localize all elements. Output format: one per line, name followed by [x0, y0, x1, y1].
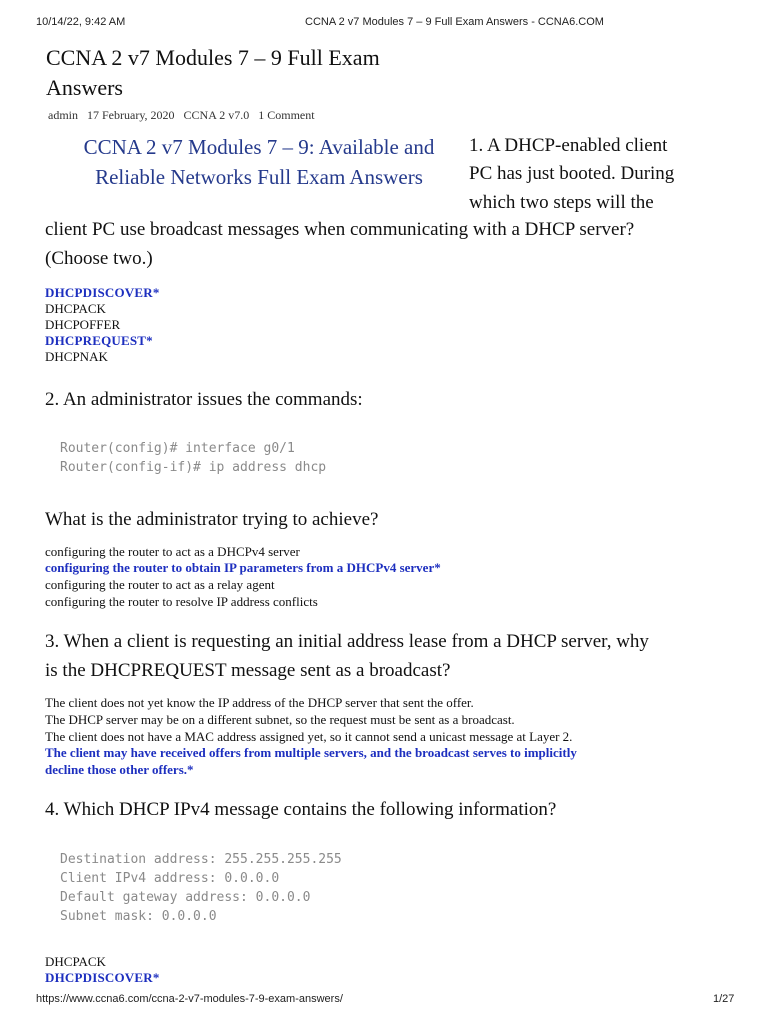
q2-answer: configuring the router to act as a relay agent: [45, 577, 275, 592]
author-link[interactable]: admin: [48, 108, 78, 122]
q3-answer: The client does not have a MAC address assigned yet, so it cannot send a unicast message at Layer 2.: [45, 729, 573, 744]
post-date: 17 February, 2020: [87, 108, 175, 122]
comments-link[interactable]: 1 Comment: [258, 108, 315, 122]
q2-answer: configuring the router to act as a DHCPv4 server: [45, 544, 300, 559]
print-url: https://www.ccna6.com/ccna-2-v7-modules-7-9-exam-answers/: [36, 993, 343, 1005]
q2-answer: configuring the router to resolve IP address conflicts: [45, 594, 318, 609]
q4-text: 4. Which DHCP IPv4 message contains the following information?: [45, 799, 557, 820]
q4-code-line: Subnet mask: 0.0.0.0: [60, 909, 217, 924]
q3-answer: The client does not yet know the IP address of the DHCP server that sent the offer.: [45, 695, 474, 710]
q1-text-line1: 1. A DHCP-enabled client: [469, 135, 668, 156]
q3-text-line1: 3. When a client is requesting an initial address lease from a DHCP server, why: [45, 631, 649, 652]
article-meta: [48, 108, 321, 123]
q1-text-line4: client PC use broadcast messages when communicating with a DHCP server?: [45, 219, 635, 240]
q3-answer: The client may have received offers from multiple servers, and the broadcast serves to implicitly: [45, 745, 577, 760]
q1-text-line5: (Choose two.): [45, 248, 153, 269]
q2-code-line: Router(config-if)# ip address dhcp: [60, 460, 327, 475]
article-title-line1: CCNA 2 v7 Modules 7 – 9 Full Exam: [46, 45, 380, 70]
q1-answer: DHCPNAK: [45, 349, 108, 364]
q4-code-line: Default gateway address: 0.0.0.0: [60, 890, 311, 905]
article-title-line2: Answers: [46, 75, 123, 100]
q1-answer: DHCPREQUEST*: [45, 333, 153, 348]
q4-answer: DHCPDISCOVER*: [45, 970, 160, 985]
q3-text-line2: is the DHCPREQUEST message sent as a broadcast?: [45, 660, 451, 681]
q2-answer: configuring the router to obtain IP parameters from a DHCPv4 server*: [45, 560, 441, 575]
subtitle-line1: CCNA 2 v7 Modules 7 – 9: Available and: [83, 135, 435, 159]
category-link[interactable]: CCNA 2 v7.0: [183, 108, 250, 122]
q4-answer: DHCPACK: [45, 954, 106, 969]
q2-text: 2. An administrator issues the commands:: [45, 389, 363, 410]
print-page-number: 1/27: [713, 993, 735, 1005]
q4-code-line: Client IPv4 address: 0.0.0.0: [60, 871, 280, 886]
print-page-title: CCNA 2 v7 Modules 7 – 9 Full Exam Answers - CCNA6.COM: [305, 16, 604, 28]
print-datetime: 10/14/22, 9:42 AM: [36, 16, 126, 28]
q3-answer: decline those other offers.*: [45, 762, 194, 777]
q1-answer: DHCPDISCOVER*: [45, 285, 160, 300]
q2-code-line: Router(config)# interface g0/1: [60, 441, 295, 456]
q1-text-line2: PC has just booted. During: [469, 163, 675, 184]
q1-text-line3: which two steps will the: [469, 192, 654, 213]
q4-code-line: Destination address: 255.255.255.255: [60, 852, 342, 867]
q3-answer: The DHCP server may be on a different subnet, so the request must be sent as a broadcast.: [45, 712, 515, 727]
q1-answer: DHCPACK: [45, 301, 106, 316]
subtitle-line2: Reliable Networks Full Exam Answers: [95, 165, 423, 189]
q2-followup: What is the administrator trying to achieve?: [45, 509, 379, 530]
q1-answer: DHCPOFFER: [45, 317, 121, 332]
